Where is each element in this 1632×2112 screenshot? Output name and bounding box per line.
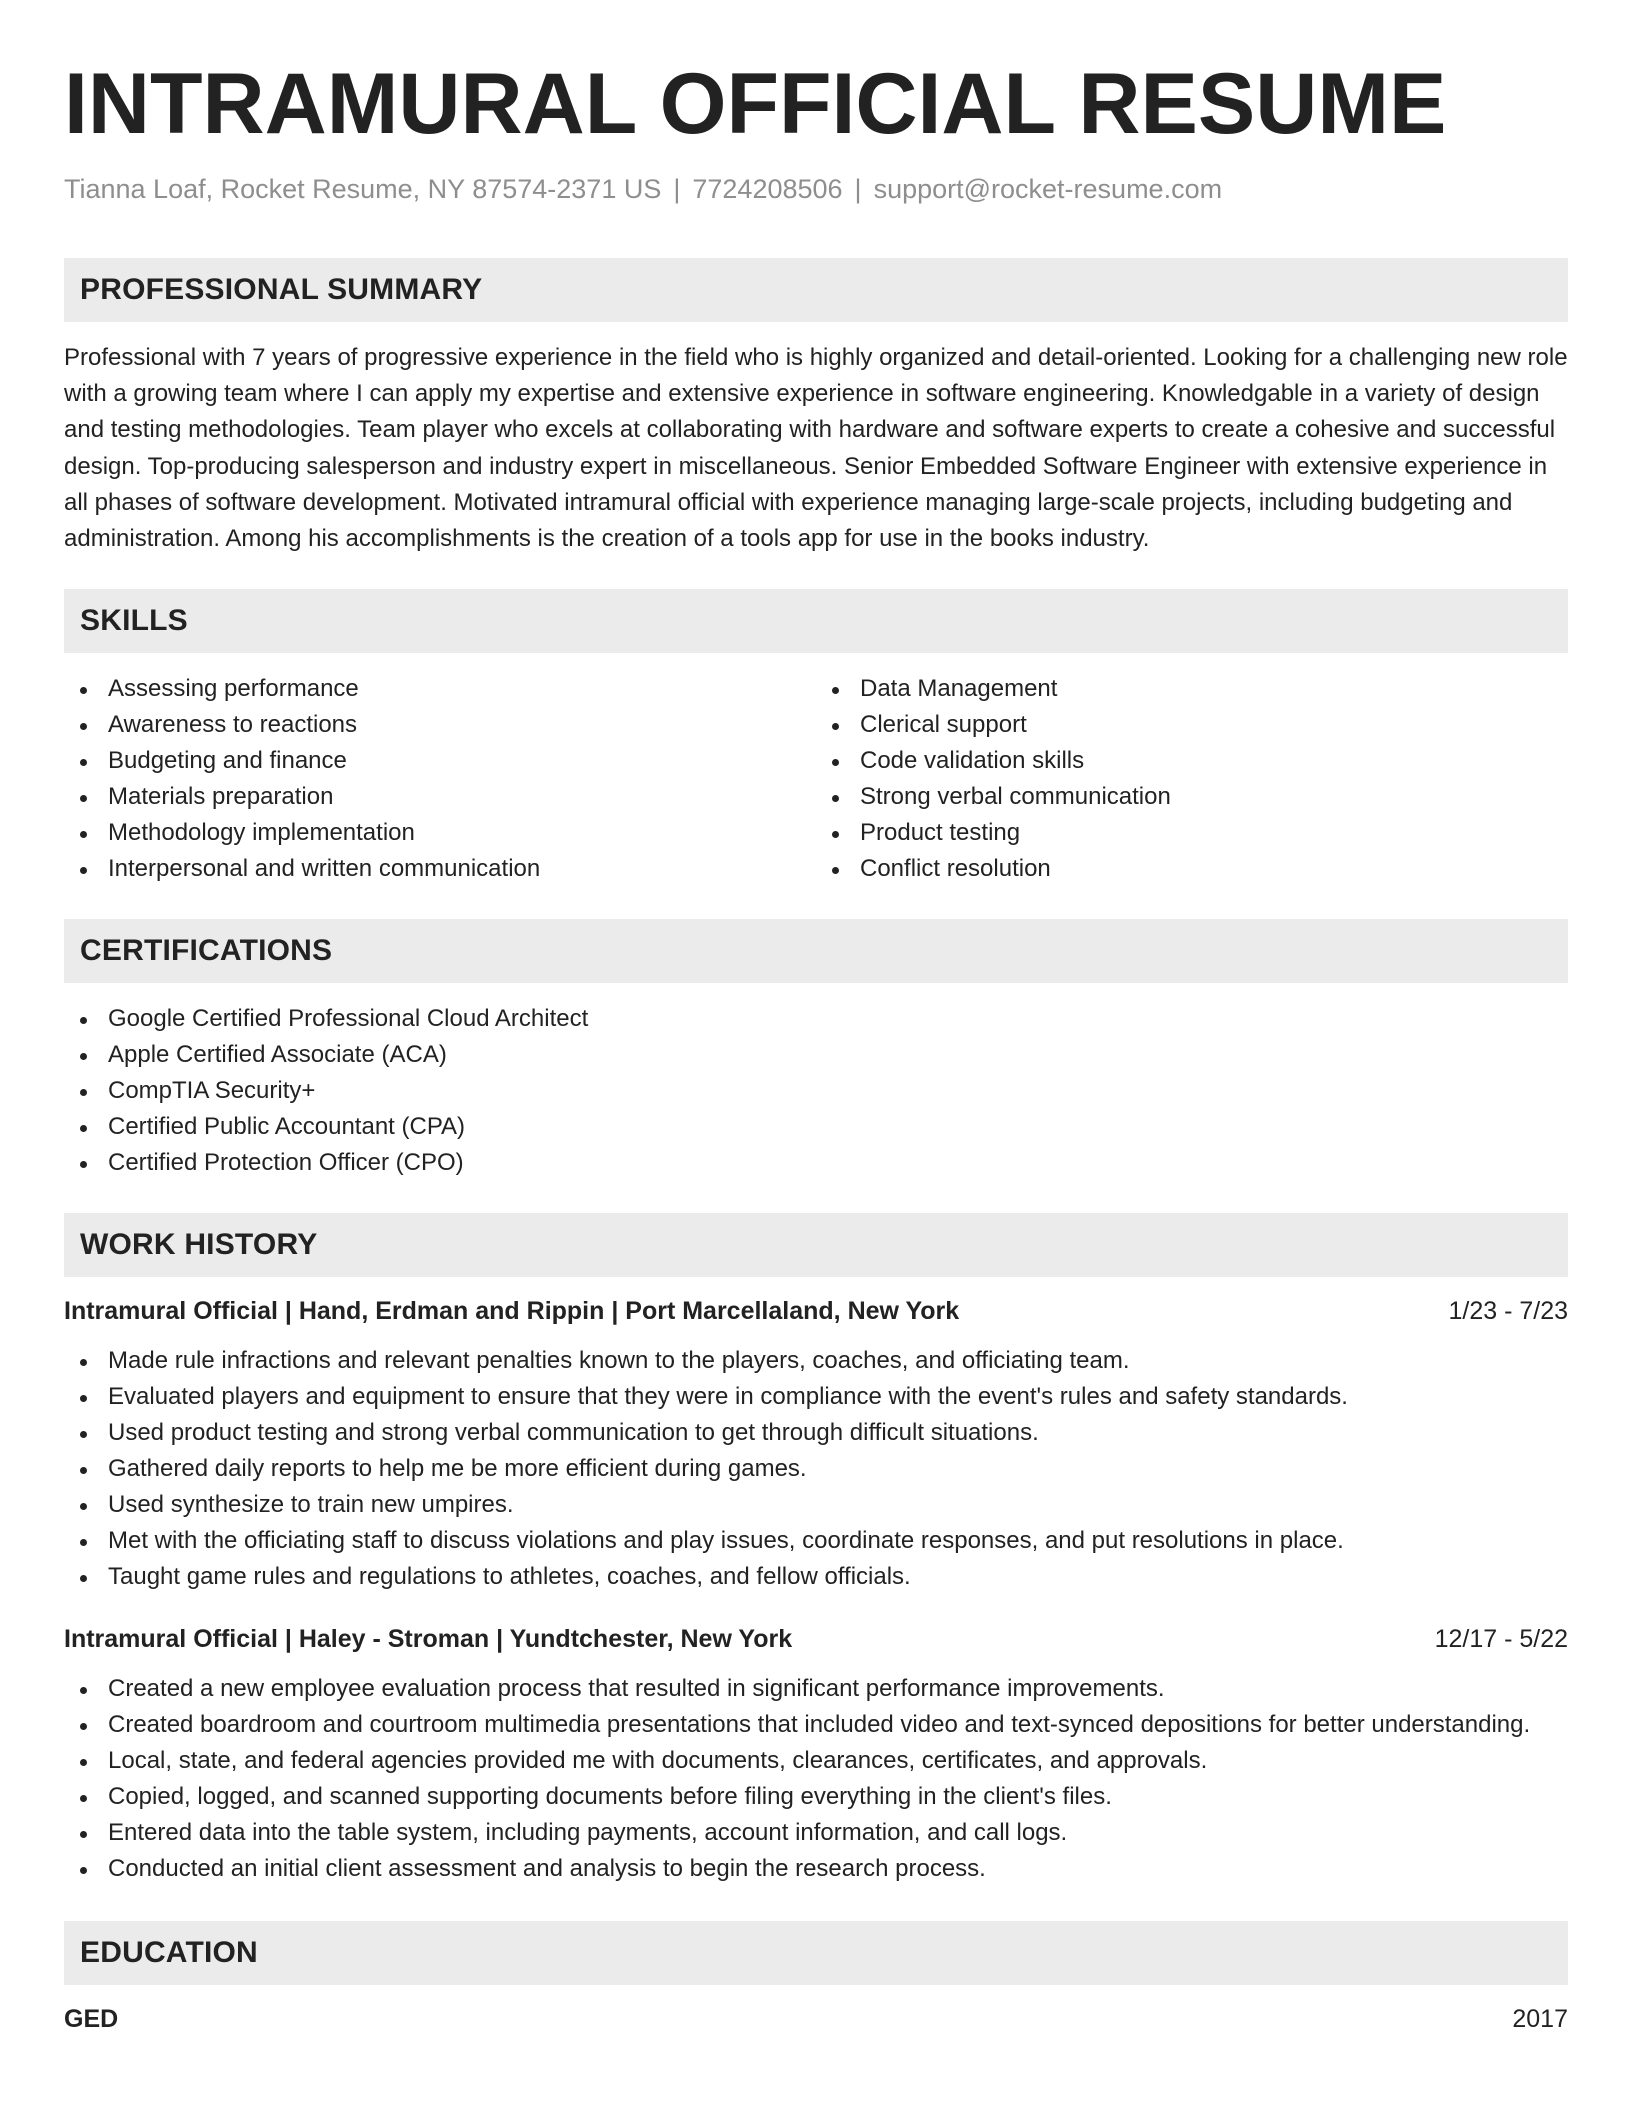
job-bullet: Met with the officiating staff to discuss violations and play issues, coordinate responses, and put resolutions in place.	[64, 1523, 1568, 1559]
skill-item: Clerical support	[816, 707, 1568, 743]
resume-title: INTRAMURAL OFFICIAL RESUME	[64, 56, 1447, 152]
job-dates: 12/17 - 5/22	[1434, 1625, 1568, 1654]
section-header-work-history	[64, 1213, 1568, 1277]
job-bullet: Copied, logged, and scanned supporting documents before filing everything in the client's files.	[64, 1779, 1568, 1815]
contact-address: Tianna Loaf, Rocket Resume, NY 87574-2371 US	[64, 174, 662, 204]
skill-item: Strong verbal communication	[816, 779, 1568, 815]
job-bullet-list	[64, 1671, 1568, 1887]
skill-item: Methodology implementation	[64, 815, 816, 851]
education-year: 2017	[1512, 2005, 1568, 2034]
skills-list-left	[64, 671, 816, 887]
certification-item: CompTIA Security+	[64, 1073, 1568, 1109]
skills-column-right	[816, 671, 1568, 887]
summary-text: Professional with 7 years of progressive experience in the field who is highly organized and detail-oriented. Looking for a challenging new role with a growing team where I can apply my expertise and extensive experience in software engineering. Knowledgable in a variety of design and testing methodologies. Team player who excels at collaborating with hardware and software experts to create a cohesive and successful design. Top-producing salesperson and industry expert in miscellaneous. Senior Embedded Software Engineer with extensive experience in all phases of software development. Motivated intramural official with experience managing large-scale projects, including budgeting and administration. Among his accomplishments is the creation of a tools app for use in the books industry.	[64, 344, 1568, 553]
certification-item: Google Certified Professional Cloud Architect	[64, 1001, 1568, 1037]
job-header	[64, 1293, 1568, 1329]
skills-list-right	[816, 671, 1568, 887]
job-bullet: Used synthesize to train new umpires.	[64, 1487, 1568, 1523]
job-bullet: Local, state, and federal agencies provided me with documents, clearances, certificates, and approvals.	[64, 1743, 1568, 1779]
contact-separator: |	[854, 174, 862, 204]
education-degree: GED	[64, 2005, 119, 2034]
skill-item: Code validation skills	[816, 743, 1568, 779]
contact-email: support@rocket-resume.com	[873, 174, 1223, 204]
job-bullet: Used product testing and strong verbal communication to get through difficult situations.	[64, 1415, 1568, 1451]
job-header	[64, 1621, 1568, 1657]
skill-item: Budgeting and finance	[64, 743, 816, 779]
skill-item: Interpersonal and written communication	[64, 851, 816, 887]
section-header-summary	[64, 258, 1568, 322]
job-bullet: Conducted an initial client assessment and analysis to begin the research process.	[64, 1851, 1568, 1887]
skills-column-left	[64, 671, 816, 887]
job-bullet: Created a new employee evaluation process that resulted in significant performance improvements.	[64, 1671, 1568, 1707]
section-header-education	[64, 1921, 1568, 1985]
job-bullet: Gathered daily reports to help me be more efficient during games.	[64, 1451, 1568, 1487]
job-bullet: Entered data into the table system, including payments, account information, and call logs.	[64, 1815, 1568, 1851]
skills-grid	[64, 671, 1568, 887]
contact-separator: |	[673, 174, 681, 204]
certification-item: Certified Protection Officer (CPO)	[64, 1145, 1568, 1181]
skill-item: Materials preparation	[64, 779, 816, 815]
job-bullet: Made rule infractions and relevant penalties known to the players, coaches, and officiating team.	[64, 1343, 1568, 1379]
skill-item: Awareness to reactions	[64, 707, 816, 743]
certification-item: Certified Public Accountant (CPA)	[64, 1109, 1568, 1145]
section-header-skills	[64, 589, 1568, 653]
section-title: SKILLS	[80, 604, 188, 638]
job-bullet: Taught game rules and regulations to athletes, coaches, and fellow officials.	[64, 1559, 1568, 1595]
job-bullet: Evaluated players and equipment to ensure that they were in compliance with the event's rules and safety standards.	[64, 1379, 1568, 1415]
job-dates: 1/23 - 7/23	[1448, 1297, 1568, 1326]
contact-line	[64, 172, 1568, 206]
section-title: WORK HISTORY	[80, 1228, 318, 1262]
contact-phone: 7724208506	[692, 174, 843, 204]
skill-item: Product testing	[816, 815, 1568, 851]
certifications-list	[64, 1001, 1568, 1181]
certification-item: Apple Certified Associate (ACA)	[64, 1037, 1568, 1073]
job-bullet-list	[64, 1343, 1568, 1595]
education-row	[64, 2001, 1568, 2037]
skill-item: Conflict resolution	[816, 851, 1568, 887]
section-header-certifications	[64, 919, 1568, 983]
skill-item: Data Management	[816, 671, 1568, 707]
job-title: Intramural Official | Hand, Erdman and Rippin | Port Marcellaland, New York	[64, 1297, 960, 1326]
section-title: EDUCATION	[80, 1936, 258, 1970]
section-title: PROFESSIONAL SUMMARY	[80, 273, 483, 306]
job-bullet: Created boardroom and courtroom multimedia presentations that included video and text-synced depositions for better understanding.	[64, 1707, 1568, 1743]
skill-item: Assessing performance	[64, 671, 816, 707]
job-title: Intramural Official | Haley - Stroman | Yundtchester, New York	[64, 1625, 793, 1654]
section-title: CERTIFICATIONS	[80, 934, 333, 968]
